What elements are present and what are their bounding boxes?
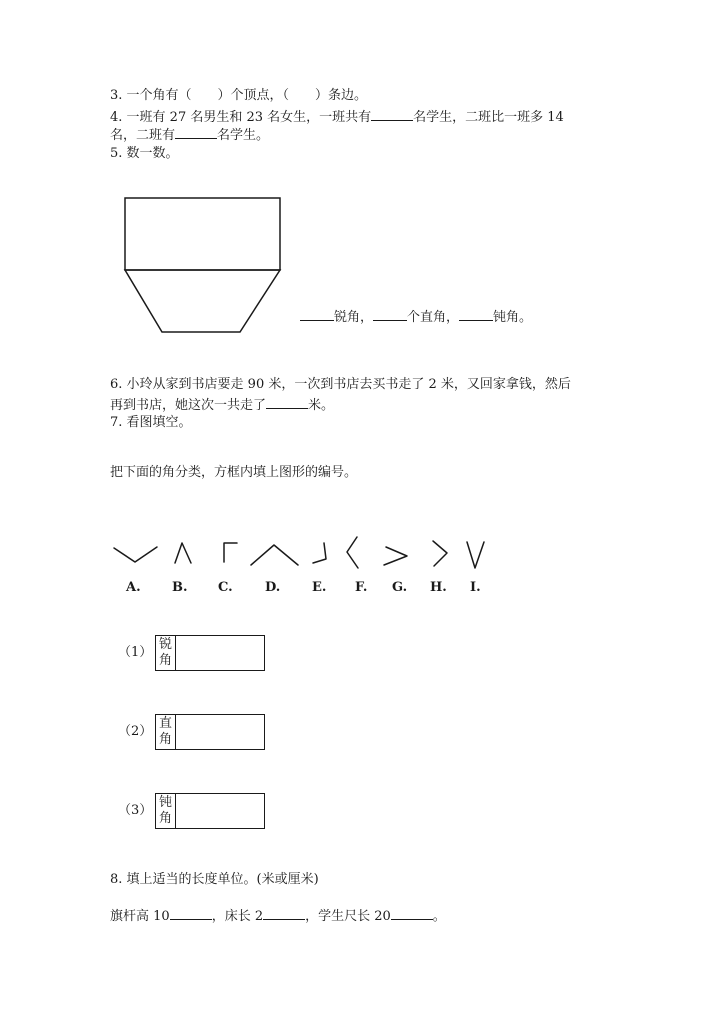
box-tag-right: 直角 [156,715,176,749]
question-7-title [110,415,192,431]
question-7-title-text: 7. 看图填空。 [110,415,192,430]
question-4-text-c: 名，二班有 [110,128,176,143]
question-5-answer-a: 锐角， [334,310,374,325]
question-4-text-a: 4. 一班有 27 名男生和 23 名女生，一班共有 [110,110,372,125]
answer-blank[interactable] [459,308,493,321]
angle-label-b: B. [172,580,188,595]
question-6-line-2 [110,396,334,414]
question-6-line-1 [110,377,571,393]
angle-f [347,537,358,568]
answer-blank[interactable] [263,907,305,920]
box-number-1: （1） [118,645,153,660]
question-7-instruction-text: 把下面的角分类，方框内填上图形的编号。 [110,465,358,480]
question-4-text-b: 名学生，二班比一班多 14 [413,110,564,125]
shape-figure [125,198,280,332]
rectangle-shape [125,198,280,270]
question-5-answer [300,308,532,326]
question-5-title-text: 5. 数一数。 [110,146,179,161]
question-8-text-c: ，学生尺长 20 [305,909,391,924]
box-tag-obtuse: 钝角 [156,794,176,828]
angle-label-f: F. [355,580,368,595]
angle-label-c: C. [218,580,233,595]
answer-blank[interactable] [373,308,407,321]
answer-blank[interactable] [391,907,433,920]
question-7-instruction [110,465,357,481]
answer-blank[interactable] [170,907,212,920]
question-5-answer-c: 钝角。 [493,310,533,325]
angle-h [433,541,447,566]
answer-box-acute[interactable] [155,635,265,671]
answer-blank[interactable] [266,396,308,409]
question-4-text-d: 名学生。 [217,128,270,143]
angle-label-e: E. [312,580,327,595]
angle-a [114,547,157,562]
angle-label-i: I. [470,580,481,595]
angle-label-h: H. [430,580,447,595]
question-8-title-text: 8. 填上适当的长度单位。(米或厘米) [110,872,319,887]
angle-i [467,542,484,568]
question-8-title [110,872,319,888]
angle-label-d: D. [265,580,281,595]
angle-label-a: A. [126,580,141,595]
question-8-text-a: 旗杆高 10 [110,909,170,924]
box-number-2: （2） [118,724,153,739]
question-8-answer [110,907,446,925]
question-6-text-a: 6. 小玲从家到书店要走 90 米，一次到书店去买书走了 2 米，又回家拿钱，然后 [110,377,571,392]
box-tag-acute: 锐角 [156,636,176,670]
question-8-text-d: 。 [432,909,446,924]
question-5-answer-b: 个直角， [407,310,460,325]
answer-box-obtuse[interactable] [155,793,265,829]
answer-blank[interactable] [300,308,334,321]
angle-label-g: G. [392,580,408,595]
angle-c [224,543,237,562]
answer-box-right[interactable] [155,714,265,750]
question-6-text-c: 米。 [308,398,335,413]
question-3-text: 3. 一个角有（ ）个顶点，（ ）条边。 [110,88,368,103]
question-6-text-b: 再到书店，她这次一共走了 [110,398,267,413]
box-number-3: （3） [118,803,153,818]
angle-b [175,543,191,563]
angle-g [384,547,407,565]
trapezoid-shape [125,270,280,332]
question-8-text-b: ，床长 2 [211,909,264,924]
angle-d [251,545,298,565]
angle-e [313,543,326,563]
